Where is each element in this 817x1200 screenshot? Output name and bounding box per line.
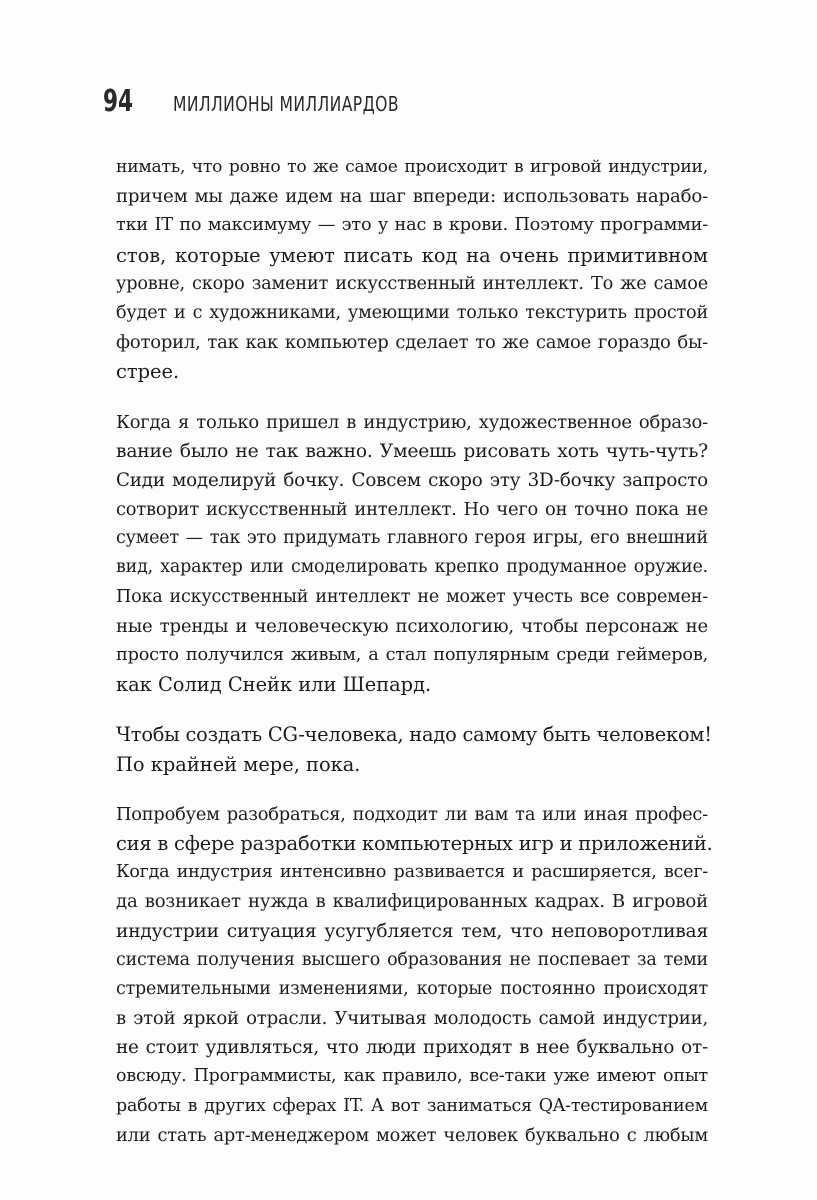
text-line: По крайней мере, пока. [116, 752, 361, 776]
text-line: система получения высшего образования не поспевает за теми [116, 949, 708, 970]
paragraph [116, 800, 713, 1150]
text-line: просто получился живым, а стал популярным среди геймеров, [116, 645, 708, 665]
text-line: Когда я только пришел в индустрию, художественное образо- [116, 411, 708, 433]
text-line: индустрии ситуация усугубляется тем, что неповоротливая [116, 920, 708, 942]
text-line: тки IT по максимуму — это у нас в крови. Поэтому программи- [116, 215, 708, 236]
text-line: фоторил, так как компьютер сделает то же самое гораздо бы- [116, 332, 708, 354]
text-line: работы в других сферах IT. А вот заниматься QA-тестированием [116, 1095, 708, 1116]
body-text [116, 153, 713, 1171]
text-line: сотворит искусственный интеллект. Но чего он точно пока не [116, 499, 708, 521]
text-line: нимать, что ровно то же самое происходит в игровой индустрии, [116, 157, 708, 177]
text-line: или стать арт-менеджером может человек буквально с любым [116, 1124, 708, 1146]
text-line: вание было не так важно. Умеешь рисовать хоть чуть-чуть? [116, 440, 708, 462]
text-line: Чтобы создать CG-человека, надо самому быть человеком! [116, 723, 712, 747]
paragraph [116, 408, 708, 700]
running-head [103, 84, 463, 124]
text-line: Попробуем разобраться, подходит ли вам та или иная профес- [116, 803, 708, 825]
text-line: как Солид Снейк или Шепард. [116, 673, 432, 697]
text-line: вид, характер или смоделировать крепко продуманное оружие. [116, 557, 708, 578]
text-line: в этой яркой отрасли. Учитывая молодость самой индустрии, [116, 1008, 708, 1030]
book-title: МИЛЛИОНЫ МИЛЛИАРДОВ [173, 92, 399, 116]
text-line: овсюду. Программисты, как правило, все-таки уже имеют опыт [116, 1066, 708, 1087]
text-line: Пока искусственный интеллект не может учесть все современ- [116, 586, 708, 607]
text-line: причем мы даже идем на шаг впереди: использовать нарабо- [116, 186, 708, 208]
text-line: ные тренды и человеческую психологию, чтобы персонаж не [116, 615, 708, 637]
text-line: стремительными изменениями, которые постоянно происходят [116, 978, 708, 999]
text-line: стов, которые умеют писать код на очень примитивном [116, 243, 708, 267]
text-line: стрее. [116, 360, 180, 384]
paragraph [116, 720, 712, 778]
text-line: уровне, скоро заменит искусственный интеллект. То же самое [116, 273, 708, 294]
text-line: да возникает нужда в квалифицированных кадрах. В игровой [116, 891, 708, 913]
text-line: будет и с художниками, умеющими только текстурить простой [116, 302, 708, 323]
text-line: сия в сфере разработки компьютерных игр и приложений. [116, 831, 713, 855]
page-number: 94 [103, 84, 134, 119]
paragraph [116, 153, 708, 387]
text-line: не стоит удивляться, что люди приходят в нее буквально от- [116, 1037, 708, 1059]
text-line: сумеет — так это придумать главного героя игры, его внешний [116, 528, 708, 549]
text-line: Когда индустрия интенсивно развивается и расширяется, всег- [116, 862, 708, 883]
text-line: Сиди моделируй бочку. Совсем скоро эту 3D-бочку запросто [116, 469, 708, 491]
